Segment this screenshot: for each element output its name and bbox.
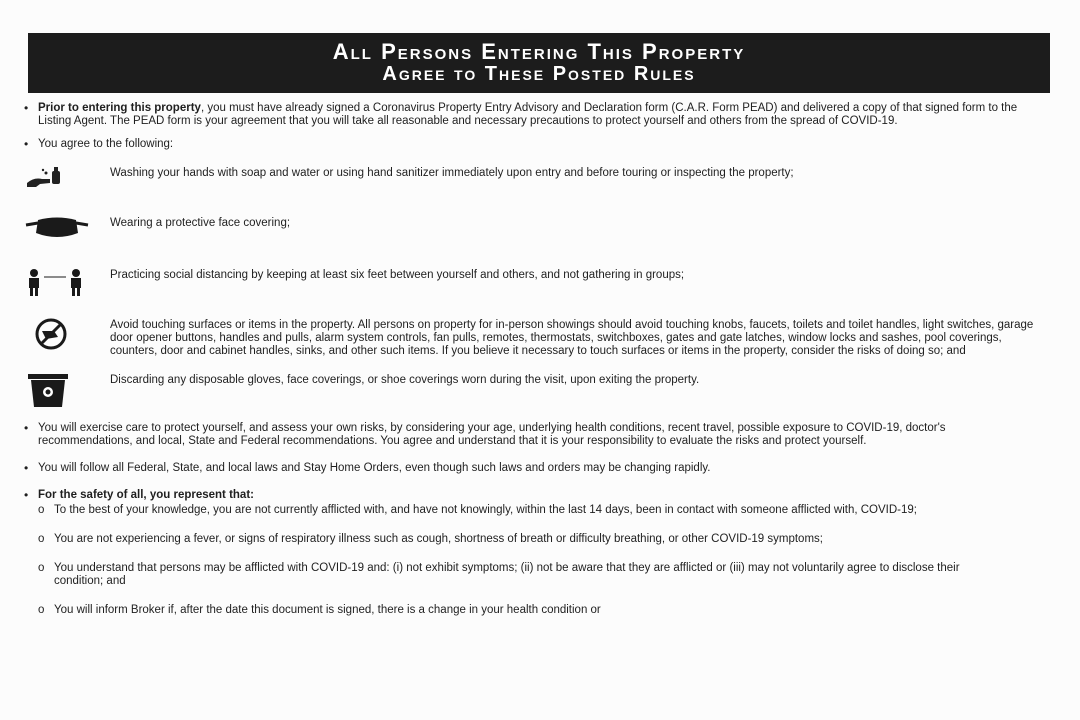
bullet-dot: • — [24, 137, 29, 151]
trash-bin-icon — [24, 372, 110, 402]
rule-item-mask — [24, 215, 1034, 245]
banner-line-1: All Persons Entering This Property — [332, 39, 746, 64]
rules-content — [24, 100, 1034, 633]
circle-bullet: o — [38, 604, 45, 616]
bullet-dot: • — [24, 461, 29, 475]
represent-item: o You are not experiencing a fever, or signs of respiratory illness such as cough, shortness of breath or difficulty breathing, or other COVID-19 symptoms; — [38, 533, 823, 545]
intro-bold: Prior to entering this property — [38, 102, 201, 114]
represent-list — [38, 504, 1034, 617]
rule-item-discard — [24, 372, 1034, 402]
rule-text: Discarding any disposable gloves, face coverings, or shoe coverings worn during the visit, upon exiting the property. — [110, 374, 700, 386]
intro-paragraph — [24, 102, 1034, 128]
bullet-dot: • — [24, 421, 29, 435]
circle-bullet: o — [38, 562, 45, 574]
rule-item-distance — [24, 267, 1034, 297]
rule-item-handwash — [24, 165, 1034, 195]
represent-item: o To the best of your knowledge, you are not currently afflicted with, and have not knowingly, within the last 14 days, been in contact with someone afflicted with, COVID-19; — [38, 504, 917, 516]
rule-item-no-touch — [24, 317, 1034, 358]
rule-text: Washing your hands with soap and water or using hand sanitizer immediately upon entry and before touring or inspecting the property; — [110, 167, 794, 179]
handwash-icon — [24, 165, 110, 195]
rule-text: Wearing a protective face covering; — [110, 217, 291, 229]
intro-text: , you must have already signed a Coronavirus Property Entry Advisory and Declaration form (C.A.R. Form PEAD) and delivered a copy of that signed form to the Listing Agent. The PEAD form is your agreement that you will take all reasonable and necessary precautions to protect yourself and others from the spread of COVID-19. — [38, 102, 1018, 127]
represent-heading: • For the safety of all, you represent that: — [24, 488, 254, 502]
laws-paragraph: • You will follow all Federal, State, and local laws and Stay Home Orders, even though such laws and orders may be changing rapidly. — [24, 461, 711, 475]
represent-item: o You understand that persons may be afflicted with COVID-19 and: (i) not exhibit symptoms; (ii) not be aware that they are afflicted or (iii) may not voluntarily agree to disclose their condition; and — [38, 562, 960, 587]
title-banner — [28, 33, 1050, 93]
no-touch-icon — [24, 317, 110, 347]
bullet-dot: • — [24, 488, 29, 502]
face-mask-icon — [24, 215, 110, 245]
additional-terms — [24, 422, 1034, 617]
banner-line-2: Agree to These Posted Rules — [382, 63, 696, 85]
rule-text: Practicing social distancing by keeping at least six feet between yourself and others, and not gathering in groups; — [110, 269, 685, 281]
circle-bullet: o — [38, 504, 45, 516]
care-paragraph: • You will exercise care to protect yourself, and assess your own risks, by considering your age, underlying health conditions, recent travel, possible exposure to COVID-19, doctor's recommendations, and local, State and Federal recommendations. You agree and understand that it is your responsibility to evaluate the risks and protect yourself. — [24, 421, 946, 447]
rule-text: Avoid touching surfaces or items in the property. All persons on property for in-person showings should avoid touching knobs, faucets, toilets and toilet handles, light switches, garage door opener buttons, handles and pulls, alarm system controls, fan pulls, remotes, thermostats, switchboxes, gates and gate latches, window locks and sashes, pool coverings, counters, door and cabinet handles, sinks, and other such items. If you believe it necessary to touch surfaces or items in the property, consider the risks of doing so; and — [110, 319, 1034, 357]
represent-item: o You will inform Broker if, after the date this document is signed, there is a change in your health condition or — [38, 604, 601, 616]
circle-bullet: o — [38, 533, 45, 545]
social-distance-icon — [24, 267, 110, 297]
bullet-dot: • — [24, 101, 29, 115]
agree-heading: • You agree to the following: — [24, 137, 174, 151]
